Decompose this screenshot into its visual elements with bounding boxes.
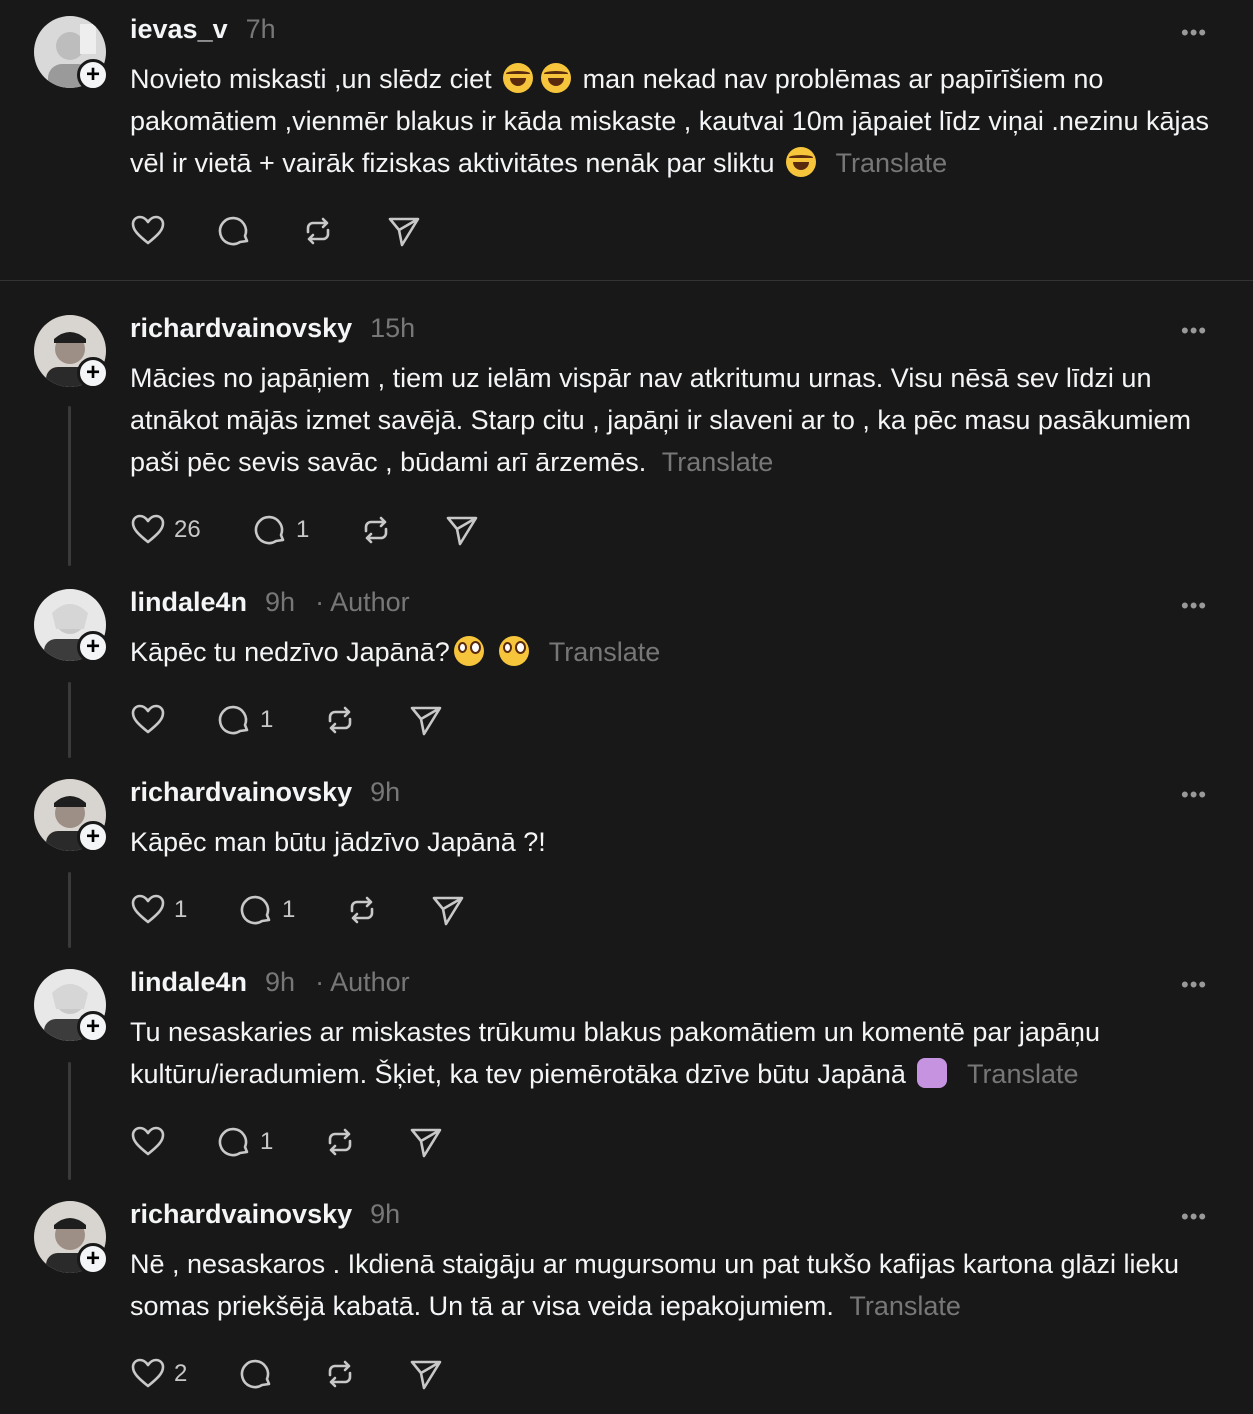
translate-link[interactable]: Translate [661,447,774,477]
translate-link[interactable]: Translate [835,148,948,178]
share-button[interactable] [430,892,466,928]
translate-link[interactable]: Translate [548,637,661,667]
comment-icon [216,702,252,738]
translate-link[interactable]: Translate [966,1059,1079,1089]
repost-icon [322,1356,358,1392]
follow-plus-icon[interactable]: + [77,357,109,389]
post-text: Kāpēc man būtu jādzīvo Japānā ?! [130,827,546,857]
like-count: 1 [174,896,188,923]
heart-icon [130,213,166,249]
laughing-emoji-icon [503,63,533,93]
thread-line [68,872,71,948]
share-button[interactable] [386,213,422,249]
repost-icon [358,512,394,548]
like-count: 26 [174,516,201,543]
eyes-emoji-icon [454,636,484,666]
timestamp[interactable]: 9h [370,1199,401,1229]
timestamp[interactable]: 9h [265,967,296,997]
follow-plus-icon[interactable]: + [77,59,109,91]
username[interactable]: richardvainovsky [130,777,353,807]
translate-link[interactable]: Translate [849,1291,961,1321]
eyes-emoji-icon [499,636,529,666]
more-options-icon[interactable]: ••• [1181,318,1208,343]
reply-count: 1 [260,1128,274,1155]
send-icon [386,213,422,249]
comment-icon [216,1124,252,1160]
repost-icon [322,1124,358,1160]
reply-count: 1 [296,516,310,543]
like-button[interactable] [130,213,216,249]
repost-button[interactable] [322,1124,408,1160]
send-icon [408,1356,444,1392]
follow-plus-icon[interactable]: + [77,1243,109,1275]
divider [0,280,1253,281]
comment-icon [252,512,288,548]
username[interactable]: richardvainovsky [130,313,353,343]
username[interactable]: richardvainovsky [130,1199,353,1229]
thread-line [68,682,71,758]
post-text: Tu nesaskaries ar miskastes trūkumu blakus pakomātiem un komentē par japāņu kultūru/ieradumiem. Šķiet, ka tev piemērotāka dzīve būtu Japānā Translate [130,1017,1100,1089]
reply-button[interactable] [252,512,358,548]
more-options-icon[interactable]: ••• [1181,20,1208,45]
post-text: Novieto miskasti ,un slēdz ciet man nekad nav problēmas ar papīrīšiem no pakomātiem ,vienmēr blakus ir kāda miskaste , kautvai 10m jāpaiet līdz viņai .nezinu kājas vēl ir vietā + vairāk fiziskas aktivitātes nenāk par sliktu Translate [130,64,1209,178]
reply-count: 1 [260,706,274,733]
post-text: Kāpēc tu nedzīvo Japānā? Translate [130,637,661,667]
thread-line [68,1062,71,1180]
heart-icon [130,892,166,928]
heart-icon [130,702,166,738]
laughing-emoji-icon [541,63,571,93]
more-options-icon[interactable]: ••• [1181,593,1208,618]
reply-button[interactable] [216,1124,322,1160]
repost-button[interactable] [322,1356,408,1392]
shrug-emoji-icon [917,1058,947,1088]
more-options-icon[interactable]: ••• [1181,1204,1208,1229]
comment-icon [238,1356,274,1392]
username[interactable]: ievas_v [130,14,228,44]
laughing-emoji-icon [786,147,816,177]
share-button[interactable] [408,1124,444,1160]
share-button[interactable] [408,1356,444,1392]
like-button[interactable] [130,512,252,548]
repost-icon [322,702,358,738]
comment-icon [238,892,274,928]
heart-icon [130,1356,166,1392]
repost-button[interactable] [300,213,386,249]
timestamp[interactable]: 9h [370,777,401,807]
heart-icon [130,512,166,548]
like-button[interactable] [130,702,216,738]
heart-icon [130,1124,166,1160]
username[interactable]: lindale4n [130,587,248,617]
repost-button[interactable] [344,892,430,928]
more-options-icon[interactable]: ••• [1181,972,1208,997]
repost-button[interactable] [322,702,408,738]
reply-button[interactable] [216,702,322,738]
reply-count: 1 [282,896,296,923]
follow-plus-icon[interactable]: + [77,631,109,663]
send-icon [444,512,480,548]
reply-button[interactable] [238,892,344,928]
timestamp[interactable]: 9h [265,587,296,617]
follow-plus-icon[interactable]: + [77,821,109,853]
repost-icon [344,892,380,928]
more-options-icon[interactable]: ••• [1181,782,1208,807]
post-text: Mācies no japāņiem , tiem uz ielām vispār nav atkritumu urnas. Visu nēsā sev līdzi un atnākot mājās izmet savējā. Starp citu , japāņi ir slaveni ar to , ka pēc masu pasākumiem paši pēc sevis savāc , būdami arī ārzemēs. Translate [130,363,1191,477]
comment-icon [216,213,252,249]
send-icon [408,1124,444,1160]
like-count: 2 [174,1360,188,1387]
post-text: Nē , nesaskaros . Ikdienā staigāju ar mugursomu un pat tukšo kafijas kartona glāzi lieku somas priekšējā kabatā. Un tā ar visa veida iepakojumiem. Translate [130,1249,1180,1321]
author-badge: · Author [315,587,410,617]
like-button[interactable] [130,1124,216,1160]
timestamp[interactable]: 7h [245,14,276,44]
timestamp[interactable]: 15h [370,313,416,343]
author-badge: · Author [315,967,410,997]
username[interactable]: lindale4n [130,967,248,997]
reply-button[interactable] [238,1356,322,1392]
repost-icon [300,213,336,249]
share-button[interactable] [408,702,444,738]
repost-button[interactable] [358,512,444,548]
follow-plus-icon[interactable]: + [77,1011,109,1043]
thread-line [68,406,71,566]
like-button[interactable] [130,892,238,928]
send-icon [408,702,444,738]
send-icon [430,892,466,928]
like-button[interactable] [130,1356,238,1392]
share-button[interactable] [444,512,480,548]
reply-button[interactable] [216,213,300,249]
